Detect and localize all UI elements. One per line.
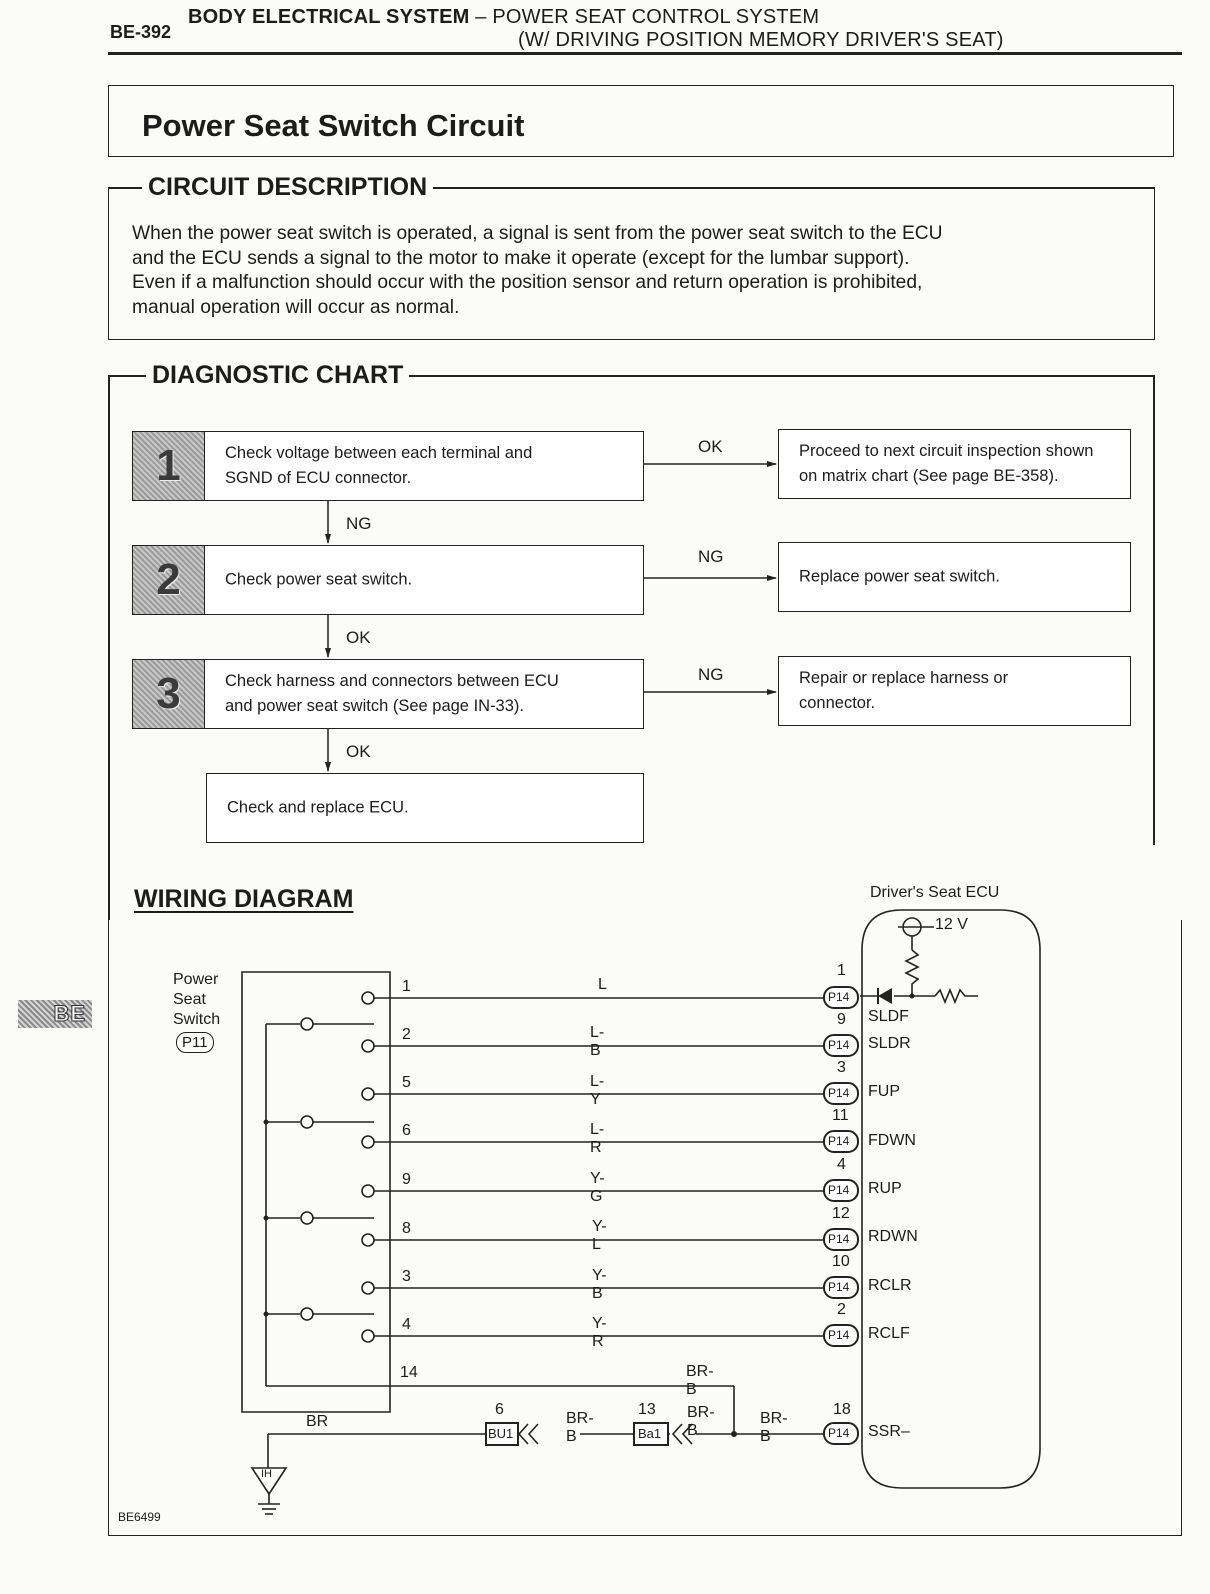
wire-color-label: Y-L [592,1218,607,1253]
switch-pin-label: 1 [402,978,411,995]
switch-label-line: Seat [173,991,206,1008]
ecu-pin-label: 9 [837,1011,846,1028]
step-text-line: Check harness and connectors between ECU [225,672,559,690]
wire-color-label: L-R [590,1121,605,1156]
subsection-name: POWER SEAT CONTROL SYSTEM [492,6,820,28]
switch-pin-label: 5 [402,1074,411,1091]
final-step-text: Check and replace ECU. [227,798,409,817]
step-text-line: and power seat switch (See page IN-33). [225,697,524,715]
page-title: Power Seat Switch Circuit [142,108,525,143]
desc-line: manual operation will occur as normal. [132,296,460,318]
result-text-line: Proceed to next circuit inspection shown [799,442,1094,460]
desc-line: and the ECU sends a signal to the motor to make it operate (except for the lumbar support). [132,247,910,269]
header-dash: – [475,6,487,28]
wire-color-label: BR-B [760,1410,788,1445]
wire-color-label: BR [306,1413,329,1430]
ecu-pin-label: 18 [833,1401,851,1418]
desc-line: Even if a malfunction should occur with the position sensor and return operation is prohibited, [132,272,923,293]
ecu-pin-label: 11 [832,1107,849,1124]
step-text-line: SGND of ECU connector. [225,469,412,487]
result-text-line: on matrix chart (See page BE-358). [799,467,1059,485]
circuit-description-heading: CIRCUIT DESCRIPTION [142,173,433,202]
switch-pin-label: 3 [402,1268,411,1285]
ecu-connector-label: P14 [828,1086,850,1100]
ecu-signal-label: RCLR [868,1277,912,1294]
ecu-signal-label: RCLF [868,1325,910,1342]
desc-line: When the power seat switch is operated, a signal is sent from the power seat switch to the ECU [132,223,943,244]
diagram-code: BE6499 [118,1510,161,1524]
switch-pin-label: 2 [402,1026,411,1043]
switch-pin-label: 8 [402,1220,411,1237]
ecu-connector-label: P14 [828,1183,850,1197]
wire-color-label: BR-B [566,1410,594,1445]
switch-label-line: Switch [173,1011,221,1028]
step-text-line: Check voltage between each terminal and [225,444,533,462]
ecu-signal-label: RDWN [868,1228,918,1245]
switch-pin-label: 4 [402,1316,411,1333]
ecu-signal-label: SLDR [868,1035,911,1052]
flow-label-step2-ok: OK [346,628,371,647]
header-line-2: (W/ DRIVING POSITION MEMORY DRIVER'S SEAT) [518,29,1004,51]
ecu-pin-label: 12 [832,1205,850,1222]
bu1-connector: BU1 [488,1426,514,1441]
result-text-line: Repair or replace harness or [799,669,1009,687]
step-2-number: 2 [133,546,205,614]
switch-connector-badge: P11 [176,1032,214,1053]
ecu-connector-label: P14 [828,1426,850,1440]
ecu-signal-label: FDWN [868,1132,916,1149]
ground-point-label: IH [261,1468,272,1480]
switch-pin-label: 9 [402,1171,411,1188]
result-text-line: connector. [799,694,876,712]
connector-pin-label: 13 [638,1401,656,1418]
step-3-number: 3 [133,660,205,728]
wire-color-label: L-B [590,1024,605,1059]
flow-label-step1-ng: NG [346,514,372,533]
switch-label-line: Power [173,971,219,988]
ecu-connector-label: P14 [828,1328,850,1342]
wire-color-label: Y-G [590,1170,605,1205]
wire-color-label: Y-R [592,1315,607,1350]
flow-label-step1-ok: OK [698,437,723,456]
ecu-supply-label: 12 V [935,916,968,933]
wire-color-label: Y-B [592,1267,607,1302]
section-tab-be: BE [18,1000,92,1028]
connector-pin-label: 6 [495,1401,504,1418]
wire-color-label: BR-B [686,1363,714,1398]
wire-color-label: L-Y [590,1073,605,1108]
ecu-connector-label: P14 [828,1134,850,1148]
switch-pin-label: 6 [402,1122,411,1139]
section-name: BODY ELECTRICAL SYSTEM [188,6,470,28]
diagnostic-chart-heading: DIAGNOSTIC CHART [146,361,409,390]
ba1-connector: Ba1 [638,1426,662,1441]
wire-color-label: BR-B [687,1404,715,1439]
page-number: BE-392 [110,22,172,42]
ecu-pin-label: 2 [837,1301,846,1318]
step-1-number: 1 [133,432,205,500]
result-2-text: Replace power seat switch. [799,567,1000,586]
ecu-signal-label: SLDF [868,1008,909,1025]
ecu-connector-label: P14 [828,1038,850,1052]
switch-pin-label: 14 [400,1364,418,1381]
step-text-line: Check power seat switch. [225,570,413,589]
ecu-signal-label: SSR– [868,1423,910,1440]
ecu-label: Driver's Seat ECU [870,884,1000,901]
ecu-pin-label: 3 [837,1059,846,1076]
flow-label-step3-ok: OK [346,742,371,761]
wire-color-label: L [598,976,607,993]
ecu-pin-label: 10 [832,1253,850,1270]
flow-label-step2-ng: NG [698,547,724,566]
ecu-signal-label: FUP [868,1083,900,1100]
flow-label-step3-ng: NG [698,665,724,684]
ecu-signal-label: RUP [868,1180,902,1197]
ecu-pin-label: 4 [837,1156,846,1173]
ecu-connector-label: P14 [828,1280,850,1294]
ecu-connector-label: P14 [828,990,850,1004]
wiring-diagram-heading: WIRING DIAGRAM [134,885,354,913]
ecu-pin-label: 1 [837,962,846,979]
ecu-connector-label: P14 [828,1232,850,1246]
